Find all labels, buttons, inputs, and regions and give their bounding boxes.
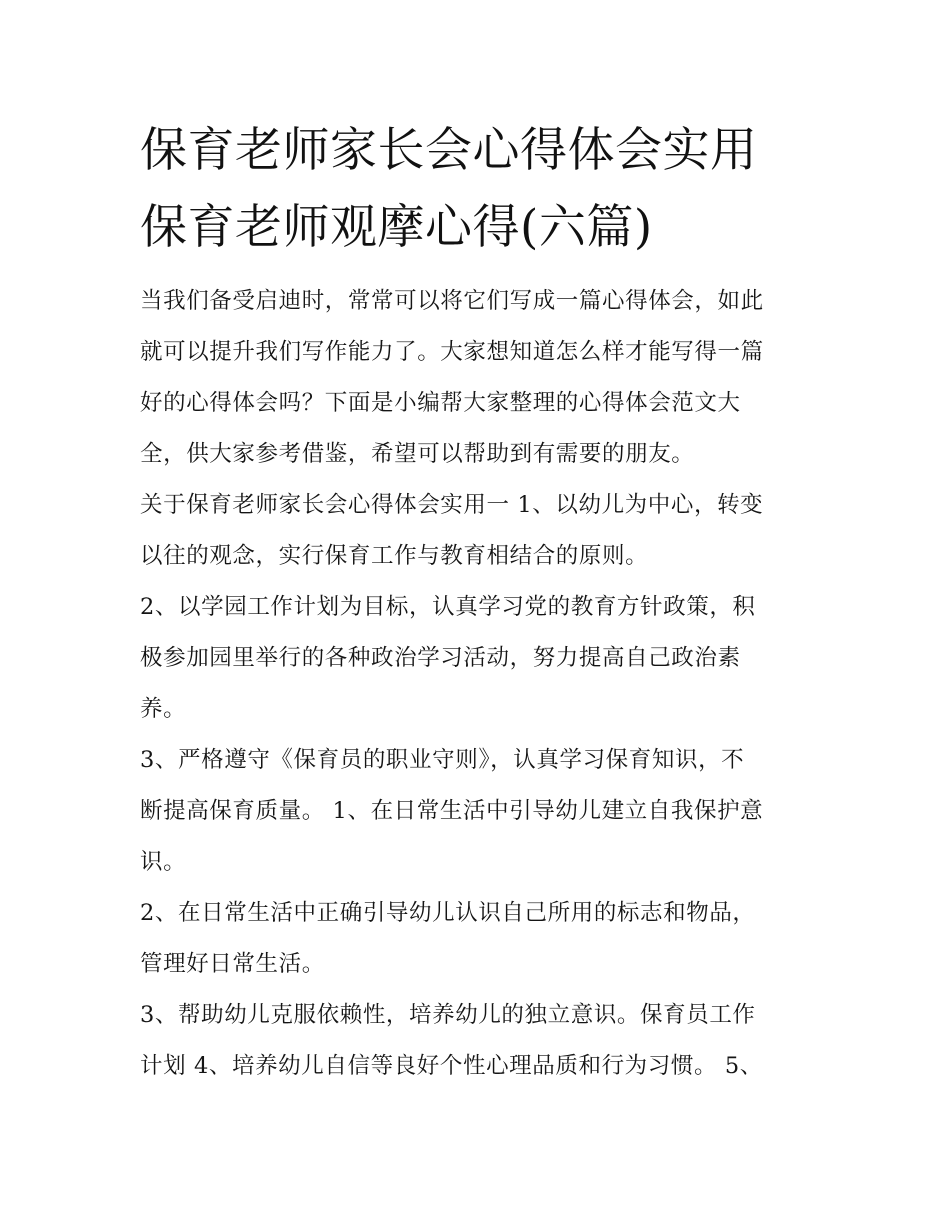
text-line: 当我们备受启迪时，常常可以将它们写成一篇心得体会，如此 [140,288,764,314]
text-line: 管理好日常生活。 [140,951,325,977]
text-line: 3、帮助幼儿克服依赖性，培养幼儿的独立意识。保育员工作 [140,1002,756,1028]
list-item-paragraph [140,735,820,888]
document-title [140,112,830,266]
document-body [140,276,820,1092]
title-line: 保育老师家长会心得体会实用 [140,123,758,178]
list-item-paragraph [140,888,820,990]
text-line: 好的心得体会吗？下面是小编帮大家整理的心得体会范文大 [140,390,741,416]
text-line: 识。 [140,849,187,875]
intro-paragraph [140,276,820,480]
text-line: 断提高保育质量。 1、在日常生活中引导幼儿建立自我保护意 [140,798,764,824]
text-line: 关于保育老师家长会心得体会实用一 1、以幼儿为中心，转变 [140,492,764,518]
text-line: 全，供大家参考借鉴，希望可以帮助到有需要的朋友。 [140,441,695,467]
text-line: 就可以提升我们写作能力了。大家想知道怎么样才能写得一篇 [140,339,764,365]
text-line: 2、以学园工作计划为目标，认真学习党的教育方针政策，积 [140,594,756,620]
title-line: 保育老师观摩心得(六篇) [140,200,653,255]
text-line: 极参加园里举行的各种政治学习活动，努力提高自己政治素 [140,645,741,671]
text-line: 2、在日常生活中正确引导幼儿认识自己所用的标志和物品， [140,900,756,926]
text-line: 3、严格遵守《保育员的职业守则》，认真学习保育知识，不 [140,747,745,773]
text-line: 养。 [140,696,187,722]
section-paragraph [140,480,820,582]
list-item-paragraph [140,582,820,735]
text-line: 以往的观念，实行保育工作与教育相结合的原则。 [140,543,649,569]
list-item-paragraph [140,990,820,1092]
text-line: 计划 4、培养幼儿自信等良好个性心理品质和行为习惯。 5、 [140,1053,763,1079]
